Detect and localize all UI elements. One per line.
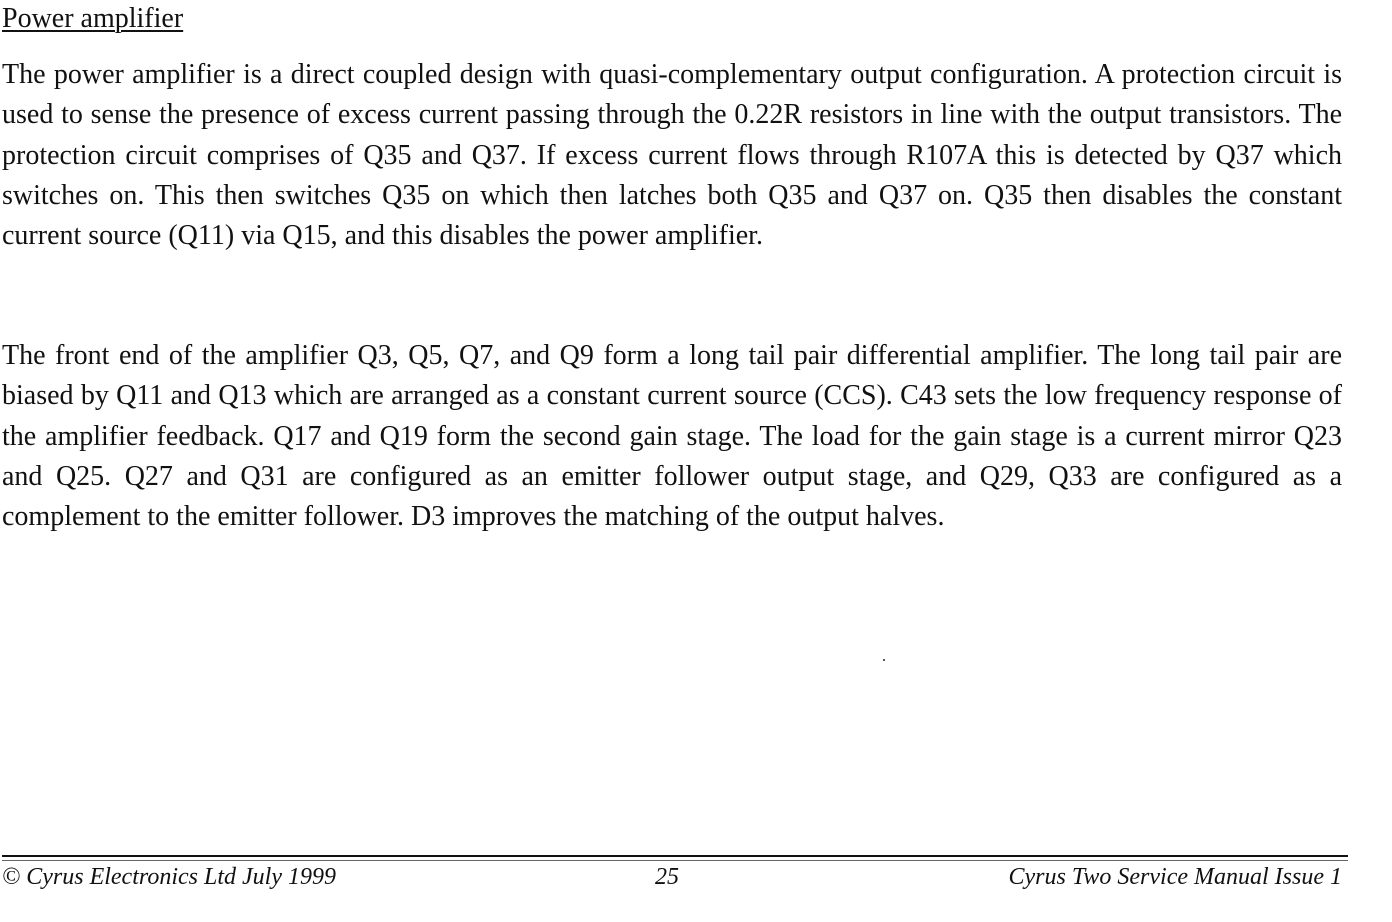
footer-manual-title: Cyrus Two Service Manual Issue 1: [1008, 864, 1342, 890]
section-heading: Power amplifier: [2, 3, 184, 34]
footer-copyright: © Cyrus Electronics Ltd July 1999: [2, 864, 336, 890]
footer-rule: [2, 855, 1348, 857]
scan-speck: [883, 659, 885, 661]
paragraph-protection-circuit: The power amplifier is a direct coupled design with quasi-complementary output configuration. A protection circuit is used to sense the presence of excess current passing through the 0.22R resistors in line with the output transistors. The protection circuit comprises of Q35 and Q37. If excess current flows through R107A this is detected by Q37 which switches on. This then switches Q35 on which then latches both Q35 and Q37 on. Q35 then disables the constant current source (Q11) via Q15, and this disables the power amplifier.: [2, 59, 1342, 252]
paragraph-front-end: The front end of the amplifier Q3, Q5, Q7, and Q9 form a long tail pair differential amplifier. The long tail pair are biased by Q11 and Q13 which are arranged as a constant current source (CCS). C43 sets the low frequency response of the amplifier feedback. Q17 and Q19 form the second gain stage. The load for the gain stage is a current mirror Q23 and Q25. Q27 and Q31 are configured as an emitter follower output stage, and Q29, Q33 are configured as a complement to the emitter follower. D3 improves the matching of the output halves.: [2, 340, 1342, 533]
footer-rule-thin: [2, 860, 1348, 861]
footer-page-number: 25: [655, 864, 679, 890]
